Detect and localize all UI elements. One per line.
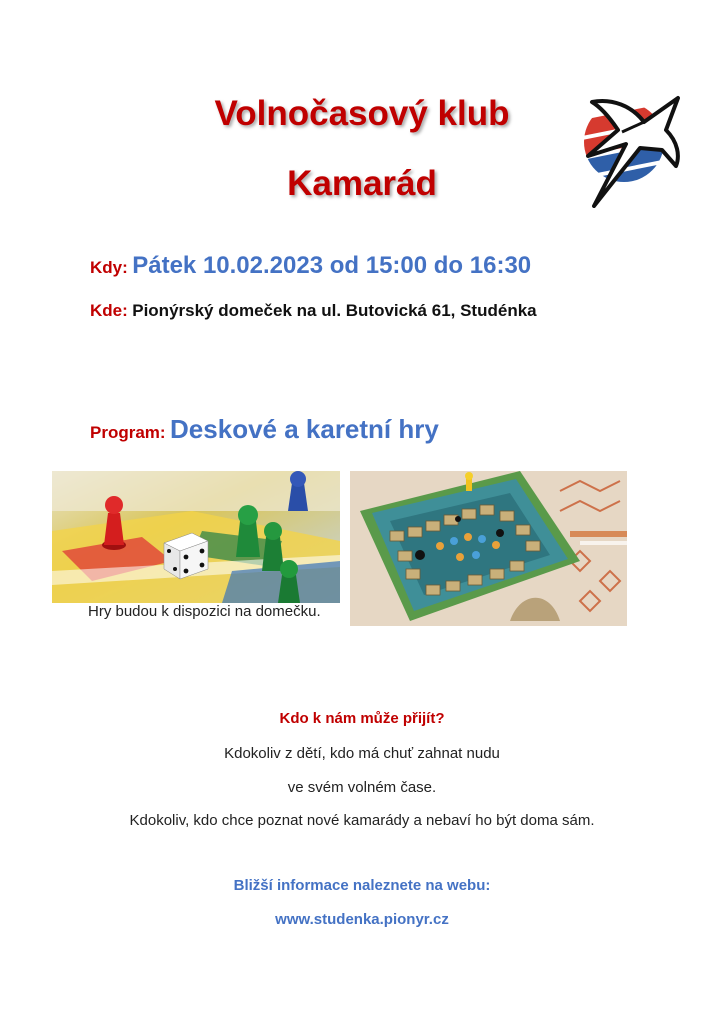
program-row <box>90 414 439 445</box>
who-line-1: Kdokoliv z dětí, kdo má chuť zahnat nudu <box>224 745 500 762</box>
when-row <box>90 252 531 280</box>
club-name: Kamarád <box>287 164 437 203</box>
where-label: Kde: <box>90 301 128 320</box>
who-line-3: Kdokoliv, kdo chce poznat nové kamarády a nebaví ho být doma sám. <box>129 812 595 829</box>
when-label: Kdy: <box>90 258 128 277</box>
swallow-logo-icon <box>582 90 684 208</box>
when-value: Pátek 10.02.2023 od 15:00 do 16:30 <box>132 252 532 279</box>
where-value: Pionýrský domeček na ul. Butovická 61, Studénka <box>132 301 537 320</box>
website-link[interactable]: www.studenka.pionyr.cz <box>275 911 449 928</box>
game-board-photo <box>350 471 627 626</box>
info-heading: Bližší informace naleznete na webu: <box>233 877 491 894</box>
where-row <box>90 301 537 321</box>
who-heading: Kdo k nám může přijít? <box>279 710 445 727</box>
club-title: Volnočasový klub <box>214 94 510 133</box>
who-line-2: ve svém volném čase. <box>287 779 437 796</box>
photo-caption: Hry budou k dispozici na domečku. <box>88 603 321 620</box>
program-value: Deskové a karetní hry <box>170 414 439 444</box>
program-label: Program: <box>90 423 166 442</box>
board-game-pawns-photo <box>52 471 340 603</box>
